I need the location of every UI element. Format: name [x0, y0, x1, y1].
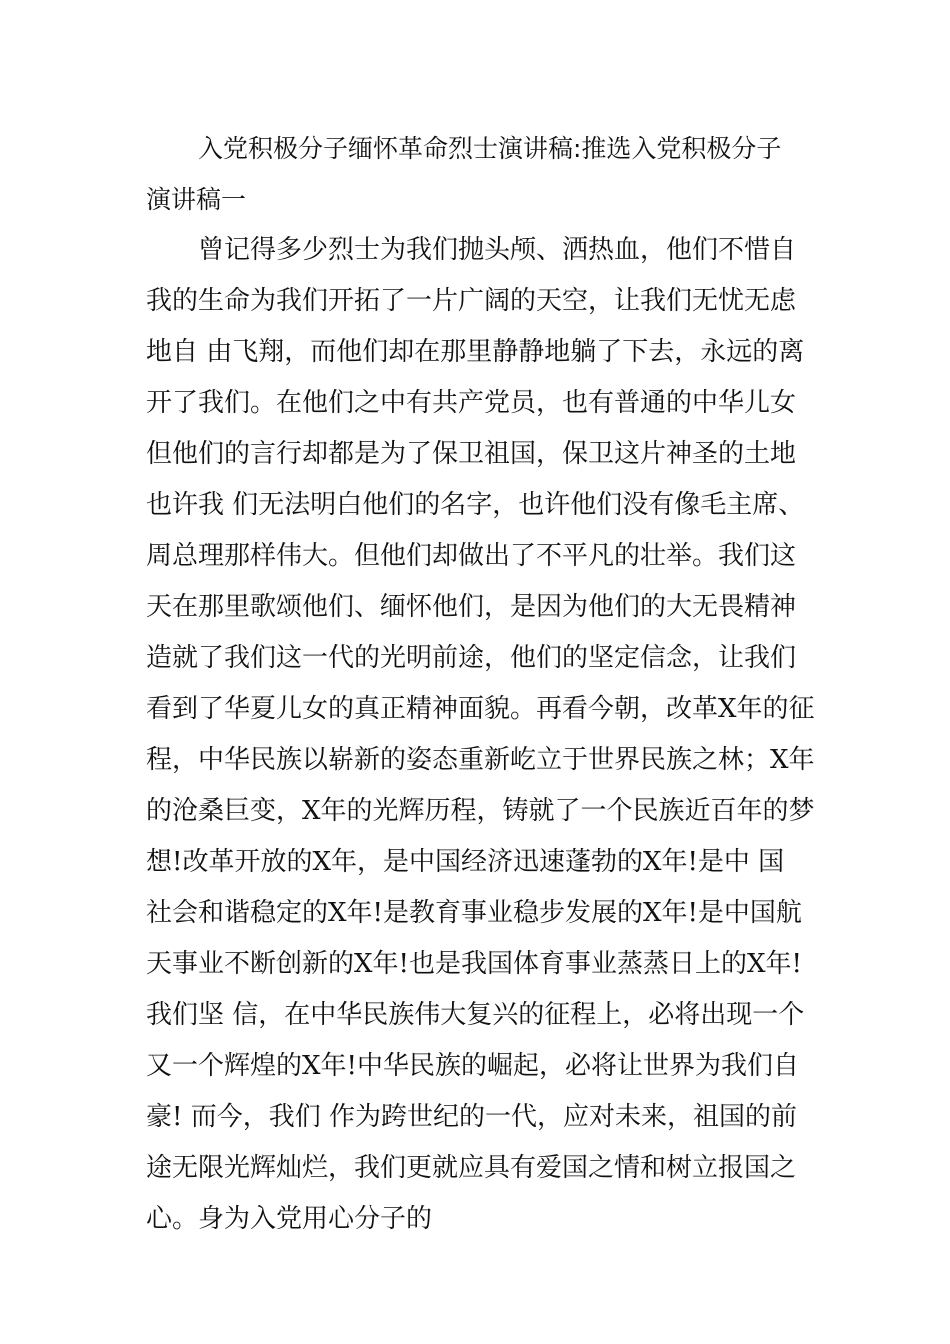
- paragraph-line: 又一个辉煌的X年!中华民族的崛起，必将让世界为我们自: [146, 1051, 799, 1081]
- paragraph-line: 看到了华夏儿女的真正精神面貌。再看今朝，改革X年的征: [146, 694, 815, 724]
- document-title-line-2: 演讲稿一: [146, 185, 247, 214]
- paragraph-line: 天在那里歌颂他们、缅怀他们，是因为他们的大无畏精神: [146, 592, 797, 622]
- paragraph-line: 社会和谐稳定的X年!是教育事业稳步发展的X年!是中国航: [146, 898, 802, 928]
- paragraph-line: 造就了我们这一代的光明前途，他们的坚定信念，让我们: [146, 643, 797, 673]
- paragraph-line: 豪! 而今，我们 作为跨世纪的一代，应对未来，祖国的前: [146, 1102, 797, 1132]
- document-title-line-1: 入党积极分子缅怀革命烈士演讲稿:推选入党积极分子: [198, 134, 782, 163]
- document-text: [146, 123, 826, 1245]
- paragraph-line: 想!改革开放的X年，是中国经济迅速蓬勃的X年!是中 国: [146, 847, 785, 877]
- paragraph-line: 但他们的言行却都是为了保卫祖国，保卫这片神圣的土地: [146, 439, 797, 469]
- paragraph-line: 的沧桑巨变，X年的光辉历程，铸就了一个民族近百年的梦: [146, 796, 815, 826]
- paragraph-line: 周总理那样伟大。但他们却做出了不平凡的壮举。我们这: [146, 541, 797, 571]
- paragraph-line: 天事业不断创新的X年!也是我国体育事业蒸蒸日上的X年!: [146, 949, 802, 979]
- paragraph-line: 地自 由飞翔，而他们却在那里静静地躺了下去，永远的离: [146, 337, 805, 367]
- paragraph-line: 也许我 们无法明白他们的名字，也许他们没有像毛主席、: [146, 490, 805, 520]
- paragraph-line: 心。身为入党用心分子的: [146, 1204, 433, 1234]
- paragraph-line: 我的生命为我们开拓了一片广阔的天空，让我们无忧无虑: [146, 286, 797, 316]
- paragraph-line: 程，中华民族以崭新的姿态重新屹立于世界民族之林；X年: [146, 745, 815, 775]
- paragraph-line: 开了我们。在他们之中有共产党员，也有普通的中华儿女: [146, 388, 797, 418]
- paragraph-line: 我们坚 信，在中华民族伟大复兴的征程上，必将出现一个: [146, 1000, 805, 1030]
- paragraph-line: 曾记得多少烈士为我们抛头颅、洒热血，他们不惜自: [198, 235, 797, 265]
- paragraph-line: 途无限光辉灿烂，我们更就应具有爱国之情和树立报国之: [146, 1153, 797, 1183]
